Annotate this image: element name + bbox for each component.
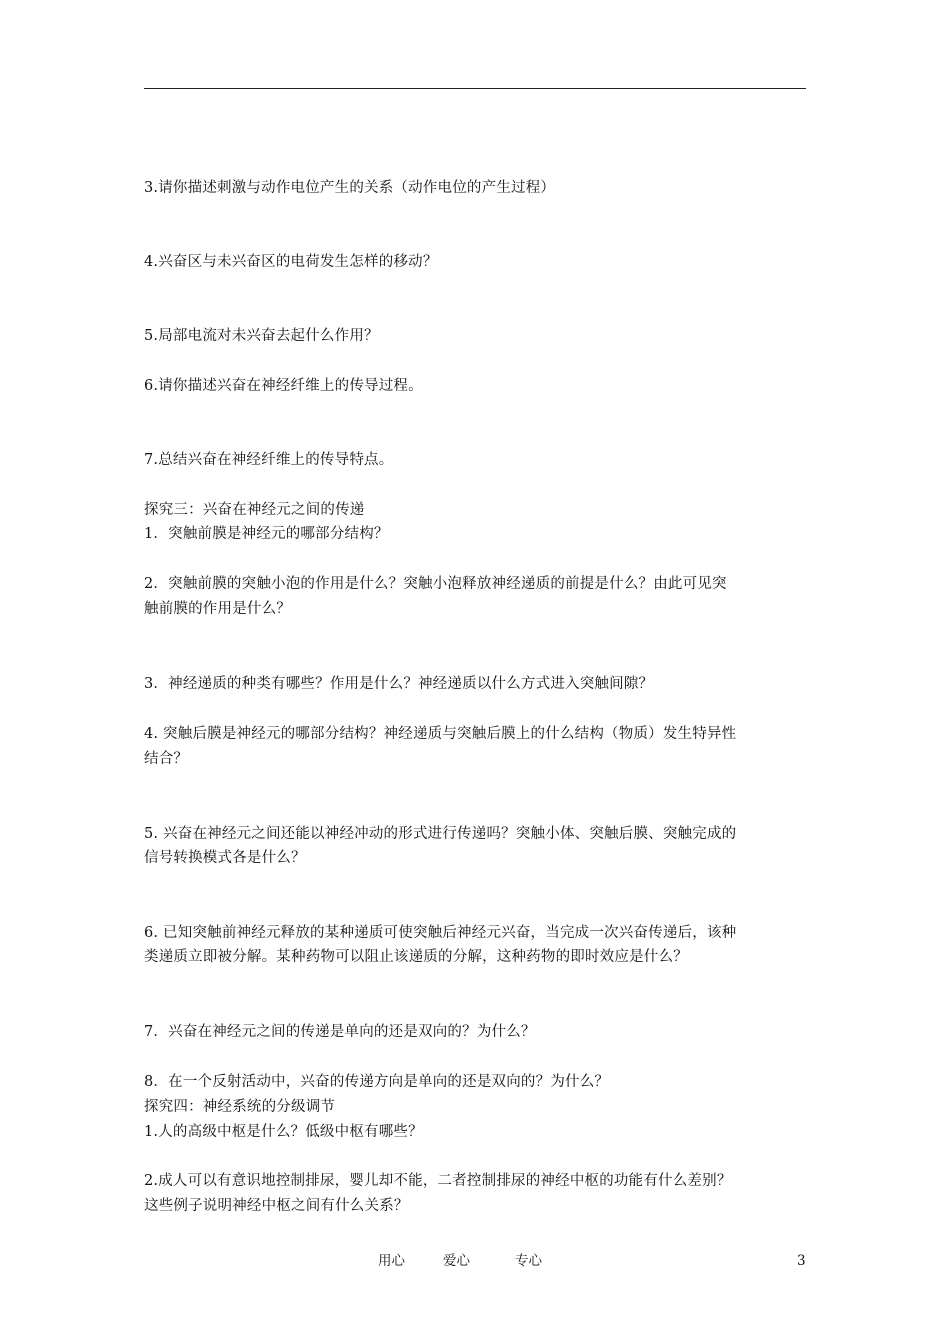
page-number: 3	[797, 1253, 806, 1269]
question-line: 5.局部电流对未兴奋去起什么作用？	[144, 328, 379, 344]
question-line: 1．突触前膜是神经元的哪部分结构？	[144, 526, 389, 542]
section-heading: 探究四：神经系统的分级调节	[144, 1099, 336, 1115]
question-line: 这些例子说明神经中枢之间有什么关系？	[144, 1198, 409, 1214]
question-line: 7．兴奋在神经元之间的传递是单向的还是双向的？为什么？	[144, 1024, 536, 1040]
question-line: 结合？	[144, 751, 189, 767]
section-heading: 探究三：兴奋在神经元之间的传递	[144, 502, 365, 518]
question-line: 6. 已知突触前神经元释放的某种递质可使突触后神经元兴奋，当完成一次兴奋传递后，该种	[144, 925, 737, 941]
question-line: 7.总结兴奋在神经纤维上的传导特点。	[144, 452, 394, 468]
footer-motto: 用心	[378, 1253, 405, 1269]
header-rule	[144, 88, 806, 89]
question-line: 信号转换模式各是什么？	[144, 850, 306, 866]
footer-motto: 专心	[515, 1253, 542, 1269]
question-line: 8．在一个反射活动中，兴奋的传递方向是单向的还是双向的？为什么？	[144, 1074, 610, 1090]
question-line: 1.人的高级中枢是什么？低级中枢有哪些？	[144, 1124, 423, 1140]
question-line: 3.请你描述刺激与动作电位产生的关系（动作电位的产生过程）	[144, 180, 556, 196]
question-line: 类递质立即被分解。某种药物可以阻止该递质的分解，这种药物的即时效应是什么？	[144, 949, 688, 965]
footer-motto: 爱心	[443, 1253, 470, 1269]
question-line: 3．神经递质的种类有哪些？作用是什么？神经递质以什么方式进入突触间隙？	[144, 676, 654, 692]
question-line: 5. 兴奋在神经元之间还能以神经冲动的形式进行传递吗？突触小体、突触后膜、突触完成的	[144, 826, 737, 842]
question-line: 6.请你描述兴奋在神经纤维上的传导过程。	[144, 378, 423, 394]
question-line: 4. 突触后膜是神经元的哪部分结构？神经递质与突触后膜上的什么结构（物质）发生特异性	[144, 726, 737, 742]
question-line: 4.兴奋区与未兴奋区的电荷发生怎样的移动？	[144, 254, 438, 270]
question-line: 2．突触前膜的突触小泡的作用是什么？突触小泡释放神经递质的前提是什么？由此可见突	[144, 576, 727, 592]
question-line: 2.成人可以有意识地控制排尿，婴儿却不能，二者控制排尿的神经中枢的功能有什么差别？	[144, 1173, 732, 1189]
question-line: 触前膜的作用是什么？	[144, 601, 291, 617]
